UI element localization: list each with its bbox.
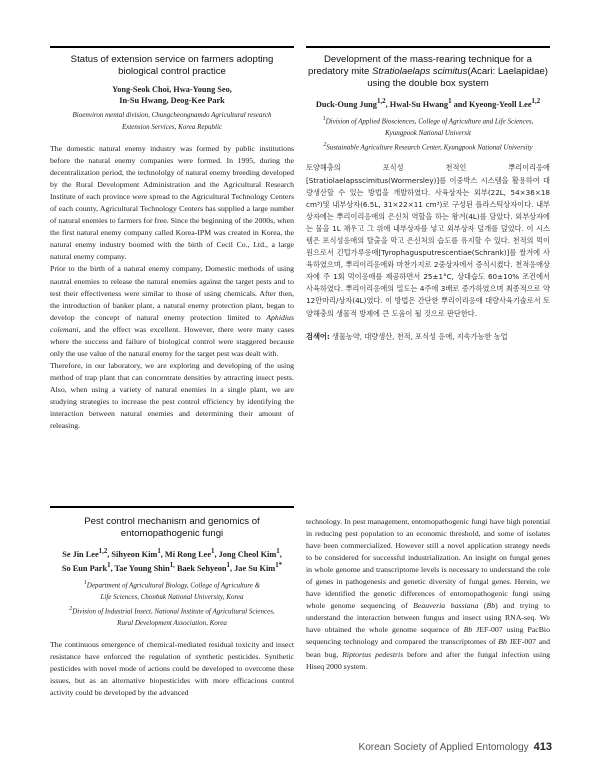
author-1: Duck-Oung Jung	[315, 99, 377, 109]
author-3: , Mi Rong Lee	[160, 549, 212, 559]
abstract-3-body-left	[50, 639, 294, 699]
author-2: , Hwal-Su Hwang	[385, 99, 449, 109]
abstract-2-korean-body	[306, 162, 550, 319]
author-sup: 1	[226, 561, 230, 569]
abstract-3-text-left: The continuous emergence of chemical-mediated residual toxicity and insect resistance have enforced the regulation of synthetic pesticides. Synthetic pesticides with novel mode of actions could be developed to overcome these issues, but as an alternative biopesticides with more efficacious control activity could be developed by the advanced	[50, 640, 294, 698]
author-sup: 1	[276, 548, 280, 555]
bottom-left-rule	[50, 506, 294, 508]
affil-1-marker: 1	[83, 579, 87, 586]
affiliation-line-2: Extension Services, Korea Republic	[121, 123, 223, 131]
abstract-3-affiliation	[50, 577, 294, 630]
author-2-sup: 1	[448, 98, 452, 105]
text-part: JEF-007 and bean bug,	[306, 637, 550, 659]
abstract-1-title: Status of extension service on farmers adopting biological control practice	[70, 54, 274, 77]
abstract-2-affiliation	[306, 113, 550, 154]
korean-paragraph: 토양해충의 포식성 천적인 뿌리이리응애[Stratiolaelapsscimitus(Wormersley)]를 이중박스 시스템을 활용하여 대량생산할 수 있는 방법을 개발하였다. 사육상자는 외부(22L, 54×36×18 cm³)및 내부상자(6.5L, 31×22×11 cm³)로 구성된 플라스틱상자이다. 내부상자에는 뿌리이리응애의 은신처 역할을 하는 왕겨(4L)를 담았다. 외부상자에는 물을 1L 채우고 그 위에 내부상자를 넣고 외부상자 덮개를 덮었다. 이 시스템은 포식성응애의 탈출을 막고 은신처의 습도를 유지할 수 있다. 천적의 먹이원으로서 긴털가루응애[Tyrophagusputrescentiae(Schrank)]를 쌀겨에 사육하였으며, 뿌리이리응애와 마찬가지로 2중상자에서 증식시켰다. 천적응애상자에 주 1회 먹이응애를 제공하면서 25±1°C, 상대습도 60±10% 조건에서 사육하였다. 뿌리이리응애의 밀도는 4주에 3배로 증가하였으며 최종적으로 약 12만마리/상자(4L)였다. 이 방법은 간단한 뿌리이리응애 대량사육기술로서 토양해충의 생물적 방제에 큰 도움이 될 것으로 판단한다.	[306, 163, 550, 318]
abstract-2-title	[306, 54, 550, 90]
species-name: Riptortus pedestris	[342, 649, 404, 659]
author-sup: 1*	[275, 561, 283, 569]
author-sup: 1	[211, 548, 215, 555]
top-left-rule	[50, 46, 294, 48]
keywords-list: 생물농약, 대량생산, 천적, 포식성 응애, 지속가능한 농업	[329, 331, 508, 341]
author-1-sup: 1,2	[376, 98, 386, 105]
affil-2-marker: 2	[69, 605, 73, 612]
affiliation-2b: Rural Development Association, Korea	[117, 619, 227, 628]
author-sup: 1	[157, 548, 161, 555]
affiliation-1b: Life Sciences, Chonbuk National University, Korea	[100, 592, 244, 601]
affiliation-1: Division of Applied Biosciences, College of Agriculture and Life Sciences,	[325, 117, 534, 126]
page-footer	[359, 741, 552, 753]
text-part: technology. In pest management, entomopathogenic fungi have high potential in reducing pest population to an economic threshold, and some of isolates have been commercialized. However still a novel application strategy needs to be considered for successful industrialization. An insight on fungal genes in whole genome and transcriptome levels is necessary to understand the role of genes in pathogenesis and genetic diversity of fungal genes. Herein, we have identified the genetic differences of entomopathogenic fungi using whole genome sequencing of	[306, 517, 550, 611]
author-4: , Jong Cheol Kim	[214, 549, 277, 559]
species-name: Aphidius colemani	[50, 312, 294, 334]
keywords-label: 검색어:	[306, 331, 330, 341]
species-abbrev: Bb	[498, 637, 507, 647]
title-line-3: using the double box system	[367, 78, 489, 89]
author-sup: 1	[107, 561, 111, 569]
abstract-1	[50, 54, 294, 432]
title-species: Stratiolaelaps scimitus	[372, 66, 468, 77]
abstract-3-body-right	[306, 516, 550, 673]
abstract-2	[306, 54, 550, 342]
text-part: before and after the fungal infection using Hiseq 2000 system.	[306, 649, 550, 671]
page-number: 413	[533, 741, 552, 753]
species-abbrev: Bb	[463, 625, 473, 635]
text-part: (	[478, 601, 487, 611]
title-line-2: entomopathogenic fungi	[120, 528, 224, 539]
author-1: Se Jin Lee	[62, 549, 99, 559]
keywords	[306, 332, 550, 342]
author-8: , Jae Su Kim	[230, 563, 276, 573]
species-abbrev: Bb	[486, 601, 496, 611]
author-sup: 1,2	[98, 548, 108, 555]
author-3: and Kyeong-Yeoll Lee	[451, 99, 532, 109]
abstract-1-paragraph-3: Therefore, in our laboratory, we are exploring and developing of the using method of trap plant that can concentrate densities by attracting insect pests. Also, when using a variety of natural enemies in a single plant, we are studying strategies to increase the pest control efficiency by identifying the interaction between natural enemies and determining their amount of releasing.	[50, 360, 294, 431]
text-part: JEF-007 using PacBio sequencing technology and compared the transcriptomes of	[306, 625, 550, 647]
abstract-1-paragraph-2	[50, 263, 294, 359]
abstract-3-left	[50, 516, 294, 699]
abstract-3-text-right	[306, 516, 550, 673]
affiliation-2: Sustainable Agriculture Research Center, Kyungpook National University	[326, 143, 533, 152]
title-line-2-pre: predatory mite	[308, 66, 372, 77]
author-5: So Eun Park	[61, 563, 108, 573]
text-part: ) and trying to understand the interaction between fungus and insect using RNA-seq. We have obtained the whole genome sequence of	[306, 601, 551, 635]
author-3-sup: 1,2	[531, 98, 541, 105]
affiliation-line-1: Bioenviron mental division, Chungcheongnamdo Agricultural research	[72, 111, 272, 119]
para-2-tail: , and the effect was excellent. However, there were many cases where the success and failure of biological control were staggered because only the use value of the natural enemy for the target pest was dealt with.	[50, 324, 294, 358]
top-right-rule	[306, 46, 550, 48]
abstract-1-body	[50, 143, 294, 432]
affiliation-1b: Kyungpook National Universit	[385, 129, 471, 138]
affil-1-marker: 1	[322, 115, 326, 122]
author-2: , Sihyeon Kim	[107, 549, 158, 559]
author-7: Baek Sehyeon	[174, 563, 227, 573]
title-line-1: Development of the mass-rearing technique for a	[324, 54, 532, 65]
abstract-1-authors	[50, 84, 294, 106]
affiliation-2: Division of Industrial Insect, National Institute of Agricultural Sciences,	[72, 607, 275, 616]
abstract-1-affiliation	[50, 109, 294, 133]
species-name: Beauveria bassiana	[413, 601, 479, 611]
author-6: , Tae Young Shin	[110, 563, 170, 573]
affiliation-1: Department of Agricultural Biology, College of Agriculture &	[86, 580, 261, 589]
abstract-3-authors: Se Jin Lee$^{1,2}$, Sihyeon Kim$^1$, Mi Rong Lee$^1$, Jong Cheol Kim$^1$, So Eun Park$^1$, Tae Young Shin$^{1,}$ Baek Sehyeon$^1$, Jae Su Kim$^{1*}$	[61, 548, 283, 573]
abstract-3-title	[50, 516, 294, 540]
abstract-1-paragraph-1: The domestic natural enemy industry was formed by public institutions before the natural enemy companies were formed. In 1995, during the decentralization period, the technololgy of natural enemy breeding developed by the Rural Development Administration and the Agricultural Research Institute of each province were spread to the Agricultural Technology Centers of each county, Agricultural Technology Centers has supplied a large number of natural enemies to farmers for free. Since the beginning of the 2000s, when the first natural enemy company called Korea-IPM was created in Korea, the natural enemy industry boomed with the birth of Cecil Co., Ltd., a large natural enemy company.	[50, 144, 294, 262]
author-sup: 1,	[169, 561, 175, 569]
authors-line-2: In-Su Hwang, Deog-Kee Park	[119, 96, 225, 105]
abstract-3-right	[306, 516, 550, 673]
title-line-2-post: (Acari: Laelapidae)	[467, 66, 548, 77]
authors-line-1: Yong-Seok Choi, Hwa-Young Seo,	[112, 85, 232, 94]
society-name: Korean Society of Applied Entomology	[358, 742, 529, 753]
para-2-text: Prior to the birth of a natural enemy company, Domestic methods of using nautral enemies to release the natural enemies against the target pests and to test their effectiveness were similar to those of using chemicals. After then, the introduction of banker plant, a natural enemy protection plant, began to develop the concept of natural enemy protection limited to	[50, 264, 294, 322]
title-line-1: Pest control mechanism and genomics of	[84, 516, 260, 527]
affil-2-marker: 2	[323, 142, 327, 149]
abstract-2-authors	[306, 96, 550, 110]
